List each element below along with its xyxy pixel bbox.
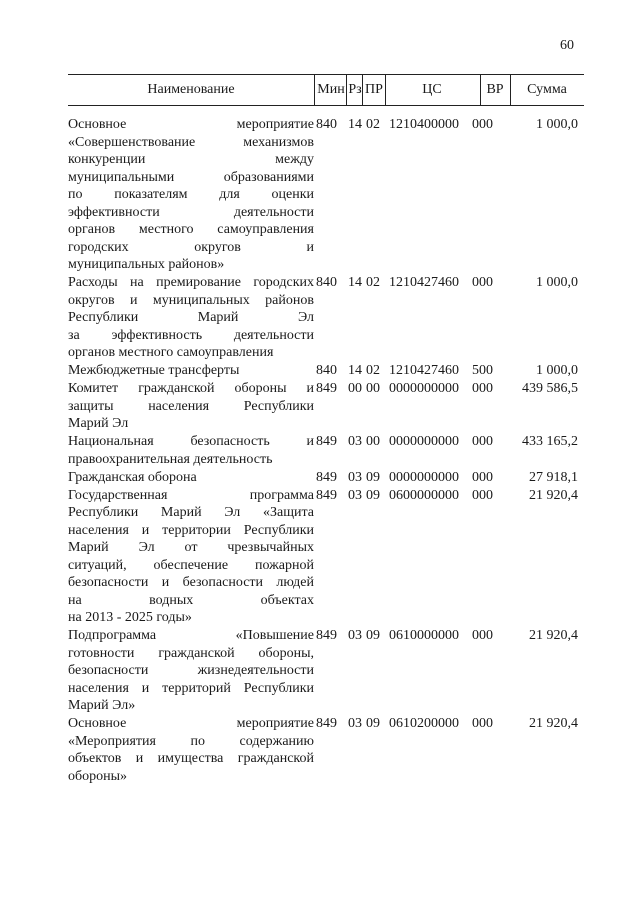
row-name-line: органов местного самоуправления <box>68 222 314 237</box>
table-row <box>68 627 584 715</box>
row-name-line: Государственная программа <box>68 487 314 503</box>
row-name-line: муниципальных районов» <box>68 257 225 272</box>
row-name-line: городских округов и <box>68 239 314 255</box>
cell-cs: 0000000000 <box>389 381 459 396</box>
row-name <box>68 715 314 785</box>
row-name-line: Марий Эл <box>68 416 129 431</box>
row-name-line: обороны» <box>68 768 128 784</box>
cell-cs: 0610200000 <box>389 716 459 731</box>
cell-pr: 00 <box>366 434 380 449</box>
row-name <box>68 433 314 468</box>
cell-rz: 03 <box>348 487 362 503</box>
table-header <box>68 74 584 106</box>
table-body <box>68 116 584 785</box>
cell-sum: 433 165,2 <box>522 434 578 449</box>
cell-cs: 1210427460 <box>389 275 459 290</box>
header-cs: ЦС <box>384 75 481 105</box>
header-sum: Сумма <box>527 82 567 97</box>
cell-vr: 000 <box>472 381 493 396</box>
row-name-line: Расходы на премирование городских <box>68 275 314 290</box>
row-name-line: конкуренции между <box>68 152 314 167</box>
row-name-line: Марий Эл» <box>68 698 136 713</box>
row-name-line: Подпрограмма «Повышение <box>68 628 314 643</box>
row-name <box>68 469 314 487</box>
cell-vr: 500 <box>472 363 493 378</box>
cell-min: 840 <box>316 117 337 132</box>
row-name-line: правоохранительная деятельность <box>68 451 273 467</box>
cell-pr: 09 <box>366 628 380 643</box>
cell-sum: 21 920,4 <box>529 716 578 731</box>
cell-sum: 439 586,5 <box>522 381 578 396</box>
cell-vr: 000 <box>472 628 493 643</box>
table-row <box>68 487 584 627</box>
cell-pr: 02 <box>366 117 380 132</box>
row-name <box>68 116 314 274</box>
cell-cs: 0610000000 <box>389 628 459 643</box>
row-name-line: Межбюджетные трансферты <box>68 363 240 378</box>
cell-pr: 00 <box>366 381 380 396</box>
row-name-line: ситуаций, обеспечение пожарной <box>68 557 314 573</box>
row-name-line: по показателям для оценки <box>68 187 314 202</box>
row-name-line: Национальная безопасность и <box>68 434 314 449</box>
cell-vr: 000 <box>472 434 493 449</box>
cell-min: 849 <box>316 381 337 396</box>
cell-vr: 000 <box>472 117 493 132</box>
row-name-line: безопасности жизнедеятельности <box>68 663 314 678</box>
cell-min: 840 <box>316 275 337 290</box>
page-number: 60 <box>560 38 574 53</box>
cell-sum: 1 000,0 <box>536 117 578 132</box>
row-name-line: Гражданская оборона <box>68 469 197 485</box>
cell-pr: 09 <box>366 469 380 485</box>
table-row <box>68 433 584 468</box>
cell-sum: 21 920,4 <box>529 487 578 503</box>
row-name-line: населения и территории Республики <box>68 522 314 538</box>
row-name-line: эффективности деятельности <box>68 204 314 220</box>
cell-cs: 0000000000 <box>389 469 459 485</box>
header-pr: ПР <box>362 75 386 105</box>
row-name <box>68 274 314 362</box>
table-row <box>68 715 584 785</box>
table-row <box>68 362 584 380</box>
row-name-line: Республики Марий Эл <box>68 310 314 325</box>
cell-cs: 1210400000 <box>389 117 459 132</box>
row-name-line: Республики Марий Эл «Защита <box>68 505 314 520</box>
cell-min: 849 <box>316 628 337 643</box>
row-name-line: Основное мероприятие <box>68 716 314 731</box>
row-name-line: «Мероприятия по содержанию <box>68 733 314 749</box>
cell-sum: 1 000,0 <box>536 363 578 378</box>
table-row <box>68 116 584 274</box>
header-vr: ВР <box>480 75 511 105</box>
header-min: Мин <box>314 75 347 105</box>
cell-min: 849 <box>316 434 337 449</box>
cell-min: 849 <box>316 487 337 503</box>
row-name <box>68 627 314 715</box>
cell-vr: 000 <box>472 469 493 485</box>
cell-vr: 000 <box>472 487 493 503</box>
cell-sum: 21 920,4 <box>529 628 578 643</box>
row-name-line: Основное мероприятие <box>68 117 314 132</box>
row-name <box>68 380 314 433</box>
row-name <box>68 362 314 380</box>
row-name-line: безопасности и безопасности людей <box>68 575 314 590</box>
table-row <box>68 274 584 362</box>
cell-rz: 03 <box>348 628 362 643</box>
row-name-line: за эффективность деятельности <box>68 327 314 343</box>
table-row <box>68 380 584 433</box>
cell-rz: 03 <box>348 716 362 731</box>
cell-pr: 09 <box>366 487 380 503</box>
header-rz: Рз <box>346 75 363 105</box>
row-name-line: Марий Эл от чрезвычайных <box>68 540 314 555</box>
cell-pr: 02 <box>366 275 380 290</box>
header-name: Наименование <box>147 82 235 97</box>
table-row <box>68 469 584 487</box>
cell-min: 849 <box>316 469 337 485</box>
row-name-line: защиты населения Республики <box>68 398 314 414</box>
cell-cs: 0600000000 <box>389 487 459 503</box>
row-name <box>68 487 314 627</box>
row-name-line: на 2013 - 2025 годы» <box>68 610 192 625</box>
cell-cs: 0000000000 <box>389 434 459 449</box>
cell-pr: 02 <box>366 363 380 378</box>
cell-sum: 1 000,0 <box>536 275 578 290</box>
cell-rz: 14 <box>348 117 362 132</box>
row-name-line: населения и территорий Республики <box>68 680 314 696</box>
cell-vr: 000 <box>472 275 493 290</box>
row-name-line: «Совершенствование механизмов <box>68 134 314 150</box>
row-name-line: объектов и имущества гражданской <box>68 751 314 766</box>
cell-min: 840 <box>316 363 337 378</box>
row-name-line: готовности гражданской обороны, <box>68 645 314 661</box>
cell-rz: 00 <box>348 381 362 396</box>
cell-rz: 03 <box>348 469 362 485</box>
cell-rz: 14 <box>348 275 362 290</box>
cell-sum: 27 918,1 <box>529 469 578 485</box>
row-name-line: округов и муниципальных районов <box>68 292 314 308</box>
row-name-line: органов местного самоуправления <box>68 345 274 360</box>
row-name-line: Комитет гражданской обороны и <box>68 381 314 396</box>
row-name-line: муниципальными образованиями <box>68 169 314 185</box>
cell-rz: 03 <box>348 434 362 449</box>
row-name-line: на водных объектах <box>68 592 314 608</box>
cell-cs: 1210427460 <box>389 363 459 378</box>
cell-rz: 14 <box>348 363 362 378</box>
cell-min: 849 <box>316 716 337 731</box>
cell-vr: 000 <box>472 716 493 731</box>
cell-pr: 09 <box>366 716 380 731</box>
